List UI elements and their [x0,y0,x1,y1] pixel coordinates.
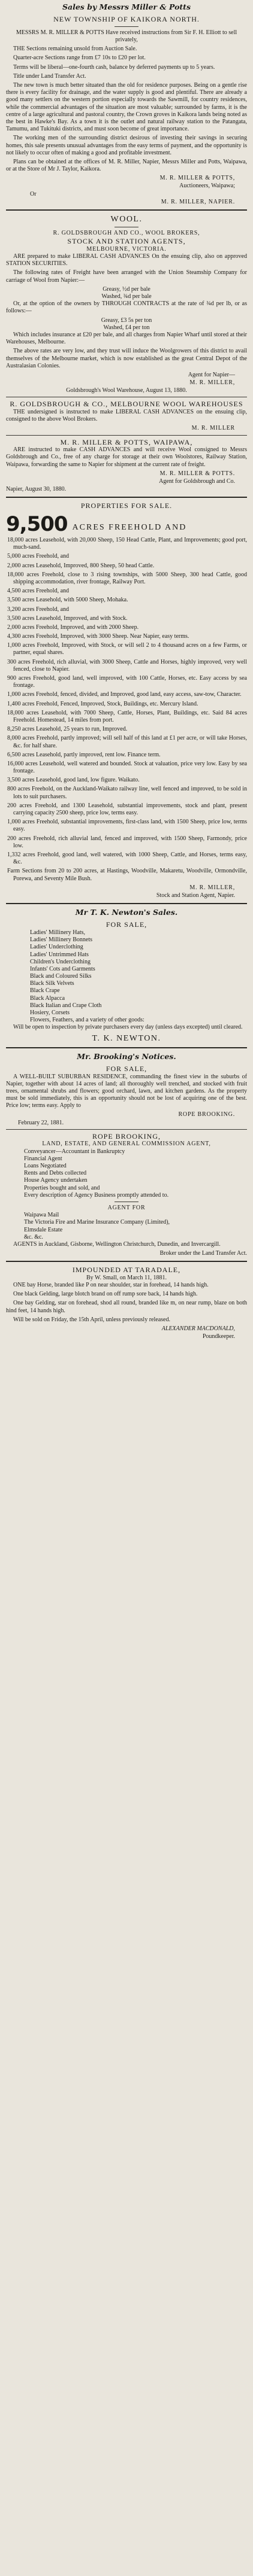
signature: M. R. MILLER [191,425,235,432]
paragraph: The working men of the surrounding district desirous of investing their savings in securing homes, this sale presents unusual advantages from the easy terms of payment, and the opportunity is not likely to occur often of making a good and profitable investment. [6,135,247,156]
property-listing: 8,000 acres Freehold, partly improved; will sell half of this land at £1 per acre, or will take Horses, &c. for half share. [7,735,247,749]
property-listing: 1,332 acres Freehold, good land, well watered, with 1000 Sheep, Cattle, and Horses, terms easy, &c. [7,851,247,866]
wool-section [6,214,247,394]
paragraph: THE undersigned is instructed to make LIBERAL CASH ADVANCES on the ensuing clip, consigned to the above Wool Brokers. [6,409,247,423]
goods-item: Ladies' Untrimmed Hats [30,951,89,958]
property-listing: 200 acres Freehold, rich alluvial land, fenced and improved, with 1500 Sheep, Farmondy, price low. [7,835,247,849]
goods-item: Hosiery, Corsets [30,1009,70,1017]
paragraph: Will be sold on Friday, the 15th April, unless previously released. [13,1316,170,1323]
paragraph: THE Sections remaining unsold from Auction Sale. [13,45,137,53]
paragraph: One black Gelding, large blotch brand on off rump sore back, 14 hands high. [13,1291,198,1298]
property-listing: 200 acres Freehold, and 1300 Leasehold, substantial improvements, stock and plant, present carrying capacity 2500 sheep, price low, terms easy. [7,802,247,817]
paragraph: Title under Land Transfer Act. [13,72,86,80]
goods-item: Black Crape [30,987,60,994]
impounded-section [6,1266,247,1340]
divider [115,26,138,27]
property-listing: 1,000 acres Freehold, fenced, divided, and Improved, good land, easy access, saw-tow, Character. [7,691,242,698]
property-listing: 900 acres Freehold, good land, well improved, with 100 Cattle, Horses, etc. Easy access by sea frontage. [7,675,247,689]
signature: M. R. MILLER, [189,884,235,891]
goldsbrough-section [6,400,247,432]
paragraph: ARE instructed to make CASH ADVANCES and will receive Wool consigned to Messrs Goldsbrough and Co., free of any charge for storage at their own Woolstores, Railway Station, Waipawa, forwarding the same to Napier for shipment at the current rate of freight. [6,446,247,468]
paragraph: Which includes insurance at £20 per bale, and all charges from Napier Wharf until stored at their Warehouses, Melbourne. [6,331,247,346]
agency-item: Waipawa Mail [24,1212,59,1219]
broker-line: Broker under the Land Transfer Act. [159,1250,247,1257]
headline: WOOL. [110,215,143,224]
goods-item: Black Alpacca [30,994,65,1002]
agent-label: Agent for Napier— [188,371,235,378]
property-listing: 3,500 acres Leasehold, Improved, and with Stock. [7,615,128,622]
acreage-headline [6,512,247,537]
divider [6,1129,247,1130]
date: February 22, 1881. [18,1119,64,1126]
signature: M. R. MILLER & POTTS, [159,175,235,182]
signature-role: Auctioneers, Waipawa; [179,183,235,190]
signature: M. R. MILLER, [189,379,235,387]
divider [6,209,247,211]
headline: M. R. MILLER & POTTS, WAIPAWA, [60,437,193,446]
agency-item: The Victoria Fire and Marine Insurance Company (Limited), [24,1219,170,1226]
firm-name: R. GOLDSBROUGH AND CO., WOOL BROKERS, [53,230,200,237]
section-header: Sales by Messrs Miller & Potts [62,2,191,11]
miller-potts-section [6,2,247,206]
headline: NEW TOWNSHIP OF KAIKORA NORTH. [53,15,200,24]
property-listing: 8,250 acres Leasehold, 25 years to run, Improved. [7,726,128,733]
signature: ALEXANDER MACDONALD, [161,1325,235,1333]
service-item: Every description of Agency Business promptly attended to. [24,1191,169,1199]
divider [6,435,247,436]
property-listing: 4,300 acres Freehold, Improved, with 3000 Sheep. Near Napier, easy terms. [7,633,189,640]
property-listing: 1,000 acres Freehold, Improved, with Stock, or will sell 2 to 4 thousand acres on a few Farms, or partner, equal shares. [7,642,247,656]
for-sale-label: FOR SALE, [106,1064,147,1073]
property-listing: 18,000 acres Leasehold, with 20,000 Sheep, 150 Head Cattle, Plant, and Improvements; good port, much-sand. [7,537,247,551]
paragraph: One bay Gelding, star on forehead, shod all round, branded like m, on near rump, blaze on both hind feet, 14 hands high. [6,1300,247,1314]
property-listing: 18,000 acres Leasehold, with 7000 Sheep, Cattle, Horses, Plant, Buildings, etc. Said 84 acres Freehold. Homestead, 14 miles from port. [7,709,247,723]
divider [6,903,247,904]
headline: R. GOLDSBROUGH & CO., MELBOURNE WOOL WAREHOUSES [10,400,243,409]
goods-item: Ladies' Millinery Hats, [30,929,86,936]
properties-section [6,501,247,899]
firm-name: STOCK AND STATION AGENTS, [67,237,186,246]
signature: T. K. NEWTON. [92,1033,161,1043]
goods-list [6,929,247,1024]
place-date: Napier, August 30, 1880. [6,486,67,493]
signature: ROPE BROOKING. [178,1111,235,1118]
paragraph: Quarter-acre Sections range from £7 10s to £20 per lot. [13,54,146,62]
property-listing: 1,400 acres Freehold, Fenced, Improved, Stock, Buildings, etc. Mercury Island. [7,700,198,707]
rate-line: Greasy, £3 5s per ton [101,317,152,324]
property-list [6,537,247,883]
acreage-number: 9,500 [6,512,68,537]
byline: By W. Small, on March 11, 1881. [86,1274,167,1281]
divider [6,1047,247,1048]
goods-item: Children's Underclothing [30,958,91,965]
paragraph: The new town is much better situated than the old for residence purposes. Being on a gentle rise there is every facility for drainage, and the water supply is good and plentiful. There are already a good many settlers on the western portion especially towards the Sawmill, for country residences, while the commercial advantages of the situation are most valuable; surrounded by farms, it is the centre of a large agricultural and pastoral country, the Crown groves in Kaikora lands being noted as the best in Hawke's Bay. As a town it is the outlet and natural railway station to the Patangata, Tamumu, and Tukituki districts, and must soon become of great importance. [6,82,247,133]
service-item: Loans Negotiated [24,1163,67,1170]
paragraph: Or, at the option of the owners by THROUGH CONTRACTS at the rate of ¾d per lb, or as follows:— [6,300,247,315]
paragraph: ONE bay Horse, branded like P on near shoulder, star in forehead, 14 hands high. [13,1282,209,1289]
signature-role: Stock and Station Agent, Napier. [156,892,235,899]
signature-or: Or [30,190,37,197]
agency-item: &c. &c. [24,1233,43,1240]
place: MELBOURNE, VICTORIA. [86,245,167,253]
divider [6,1261,247,1262]
for-sale-label: FOR SALE, [106,920,147,929]
service-item: Properties bought and sold, and [24,1184,100,1191]
paragraph: ARE prepared to make LIBERAL CASH ADVANCES On the ensuing clip, also on approved STATION SECURITIES. [6,253,247,267]
services-list [6,1148,247,1199]
agency-list [6,1212,247,1241]
property-listing: 2,000 acres Freehold, Improved, and with 2000 Sheep. [7,624,139,631]
service-item: Conveyancer—Accountant in Bankruptcy [24,1148,125,1155]
paragraph: A WELL-BUILT SUBURBAN RESIDENCE, commanding the finest view in the suburbs of Napier, together with about 14 acres of land; all thoroughly well trenched, and stocked with fruit trees, ornamental shrubs and flowers; good orchard, lawn, and kitchen gardens. As the property must be sold immediately, this is an opportunity should not be lost of acquiring one of the best. Price low; terms easy. Apply to [6,1073,247,1109]
goods-item: Ladies' Underclothing [30,944,83,951]
goods-item: Flowers, Feathers, and a variety of other goods: [30,1017,144,1024]
section-header: PROPERTIES FOR SALE. [80,501,173,510]
goods-item: Infants' Cots and Garments [30,965,95,972]
property-listing: 3,200 acres Freehold, and [7,606,70,613]
signature-role: Poundkeeper. [202,1333,235,1340]
miller-potts-wool-section [6,438,247,494]
property-listing: 3,500 acres Leasehold, good land, low figure. Waikato. [7,777,140,784]
property-listing: 4,500 acres Freehold, and [7,588,70,595]
rate-line: Washed, £4 per ton [103,324,150,331]
agency-item: Elmsdale Estate [24,1226,63,1233]
section-header: Mr. Brooking's Notices. [77,1051,176,1061]
paragraph: Will be open to inspection by private purchasers every day (unless days excepted) until cleared. [13,1024,243,1031]
acreage-tail: ACRES FREEHOLD AND [72,522,187,532]
signature: M. R. MILLER, NAPIER. [161,198,235,205]
property-listing: Farm Sections from 20 to 200 acres, at Hastings, Woodville, Makaretu, Woodville, Ormondville, Porewa, and Seventy Mile Bush. [7,868,247,882]
service-item: House Agency undertaken [24,1177,88,1184]
newton-section [6,908,247,1044]
property-listing: 800 acres Freehold, on the Auckland-Waikato railway line, well fenced and improved, to be sold in lots to suit purchasers. [7,786,247,800]
signature: M. R. MILLER & POTTS. [159,470,235,477]
service-item: Rents and Debts collected [24,1170,87,1177]
firm-subtitle: LAND, ESTATE, AND GENERAL COMMISSION AGENT, [42,1141,211,1148]
rate-line: Washed, ¾d per bale [101,293,152,300]
section-header: Mr T. K. Newton's Sales. [75,908,178,917]
intro-text: MESSRS M. R. MILLER & POTTS Have received instructions from Sir F. H. Elliott to sell privately, [16,29,237,44]
brooking-section [6,1052,247,1258]
headline: IMPOUNDED AT TARADALE, [72,1266,181,1275]
goods-item: Black Italian and Crape Cloth [30,1002,102,1009]
goods-item: Black and Coloured Silks [30,973,92,980]
signature-role: Agent for Goldsbrough and Co. [159,478,235,485]
rate-line: Greasy, ½d per bale [103,285,150,293]
property-listing: 3,500 acres Leasehold, with 5000 Sheep, Mohaka. [7,597,128,604]
agent-title: AGENT FOR [107,1204,146,1211]
paragraph: The following rates of Freight have been arranged with the Union Steamship Company for carriage of Wool from Napier:— [6,269,247,284]
goods-item: Ladies' Millinery Bonnets [30,936,93,944]
divider [6,497,247,498]
property-listing: 18,000 acres Freehold, close to 3 rising townships, with 5000 Sheep, 300 head Cattle, good shipping accommodation, river frontage, Railway Port. [7,571,247,585]
firm-name: ROPE BROOKING, [92,1132,161,1141]
property-listing: 300 acres Freehold, rich alluvial, with 3000 Sheep, Cattle and Horses, highly improved, very well fenced, close to Napier. [7,658,247,673]
property-listing: 2,000 acres Leasehold, Improved, 800 Sheep, 50 head Cattle. [7,562,155,569]
goods-item: Black Silk Velvets [30,980,74,987]
property-listing: 5,000 acres Freehold, and [7,553,70,560]
paragraph: Terms will be liberal—one-fourth cash, balance by deferred payments up to 5 years. [13,63,215,71]
property-listing: 6,500 acres Leasehold, partly improved, rent low. Finance term. [7,751,161,758]
place-date: Goldsbrough's Wool Warehouse, August 13, 1880. [66,387,187,394]
paragraph: The above rates are very low, and they trust will induce the Woolgrowers of this district to avail themselves of the Melbourne market, which is now established as the great Central Depot of the Australasian Colonies. [6,348,247,369]
property-listing: 16,000 acres Leasehold, well watered and bounded. Stock at valuation, price very low. Easy by sea frontage. [7,760,247,775]
property-listing: 1,000 acres Freehold, substantial improvements, first-class land, with 1500 Sheep, price low, terms easy. [7,819,247,833]
paragraph: Plans can be obtained at the offices of M. R. Miller, Napier, Messrs Miller and Potts, Waipawa, or at the Store of Mr J. Taylor, Kaikora. [6,158,247,173]
paragraph: AGENTS in Auckland, Gisborne, Wellington Christchurch, Dunedin, and Invercargill. [13,1240,221,1248]
service-item: Financial Agent [24,1155,62,1162]
